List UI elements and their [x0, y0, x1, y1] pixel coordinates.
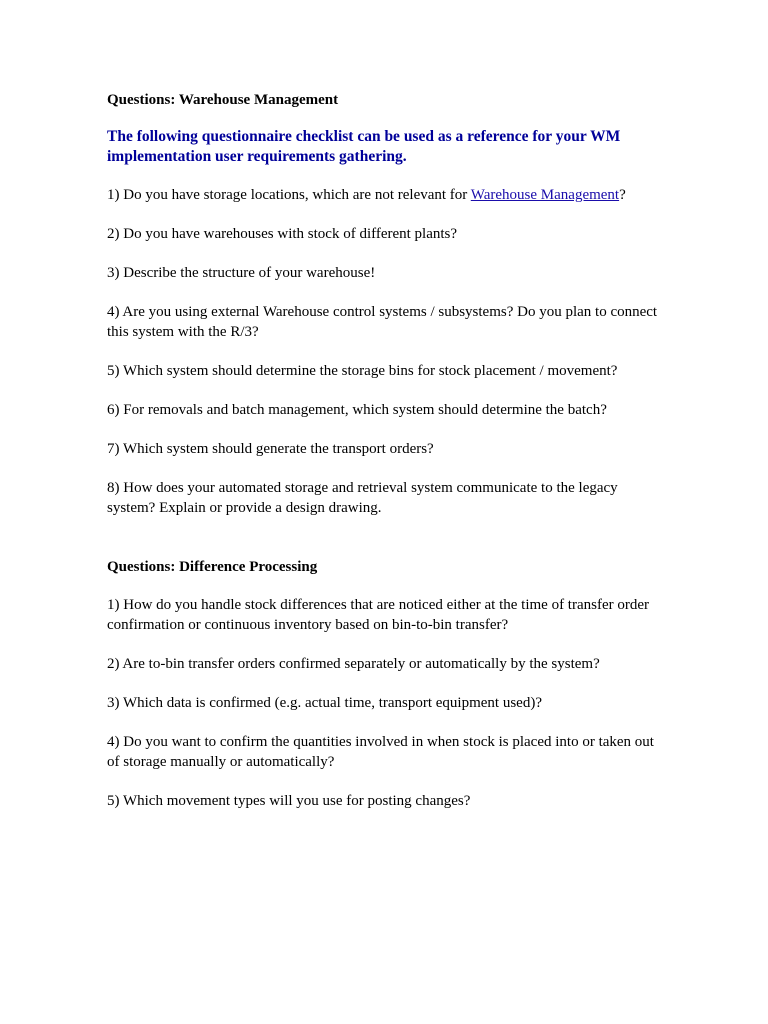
section-title-difference-processing: Questions: Difference Processing — [107, 559, 318, 575]
question-item: 2) Are to-bin transfer orders confirmed separately or automatically by the system? — [107, 656, 600, 672]
question-item: 3) Which data is confirmed (e.g. actual time, transport equipment used)? — [107, 695, 542, 711]
question-item: 8) How does your automated storage and retrieval system communicate to the legacy system? Explain or provide a design drawing. — [107, 480, 618, 516]
question-item: 4) Are you using external Warehouse control systems / subsystems? Do you plan to connect this system with the R/3? — [107, 304, 658, 340]
question-text: ? — [619, 187, 626, 203]
question-item: 5) Which movement types will you use for posting changes? — [107, 793, 471, 809]
question-item: 7) Which system should generate the transport orders? — [107, 441, 434, 457]
question-item: 2) Do you have warehouses with stock of different plants? — [107, 226, 458, 242]
warehouse-management-link[interactable]: Warehouse Management — [470, 187, 620, 203]
question-item: 4) Do you want to confirm the quantities involved in when stock is placed into or taken out of storage manually or automatically? — [107, 734, 654, 770]
intro-text: The following questionnaire checklist can be used as a reference for your WM implementation user requirements gathering. — [107, 128, 621, 165]
question-item: 5) Which system should determine the storage bins for stock placement / movement? — [107, 363, 618, 379]
question-text: 1) Do you have storage locations, which are not relevant for — [107, 187, 471, 203]
question-item — [107, 185, 667, 205]
question-list-difference — [107, 595, 667, 811]
section-difference-processing — [107, 557, 667, 811]
document-page — [107, 90, 667, 811]
question-list-warehouse — [107, 185, 667, 518]
question-item: 3) Describe the structure of your warehouse! — [107, 265, 376, 281]
section-title-warehouse-management: Questions: Warehouse Management — [107, 92, 339, 108]
question-item: 1) How do you handle stock differences that are noticed either at the time of transfer order confirmation or continuous inventory based on bin-to-bin transfer? — [107, 597, 650, 633]
question-item: 6) For removals and batch management, which system should determine the batch? — [107, 402, 607, 418]
